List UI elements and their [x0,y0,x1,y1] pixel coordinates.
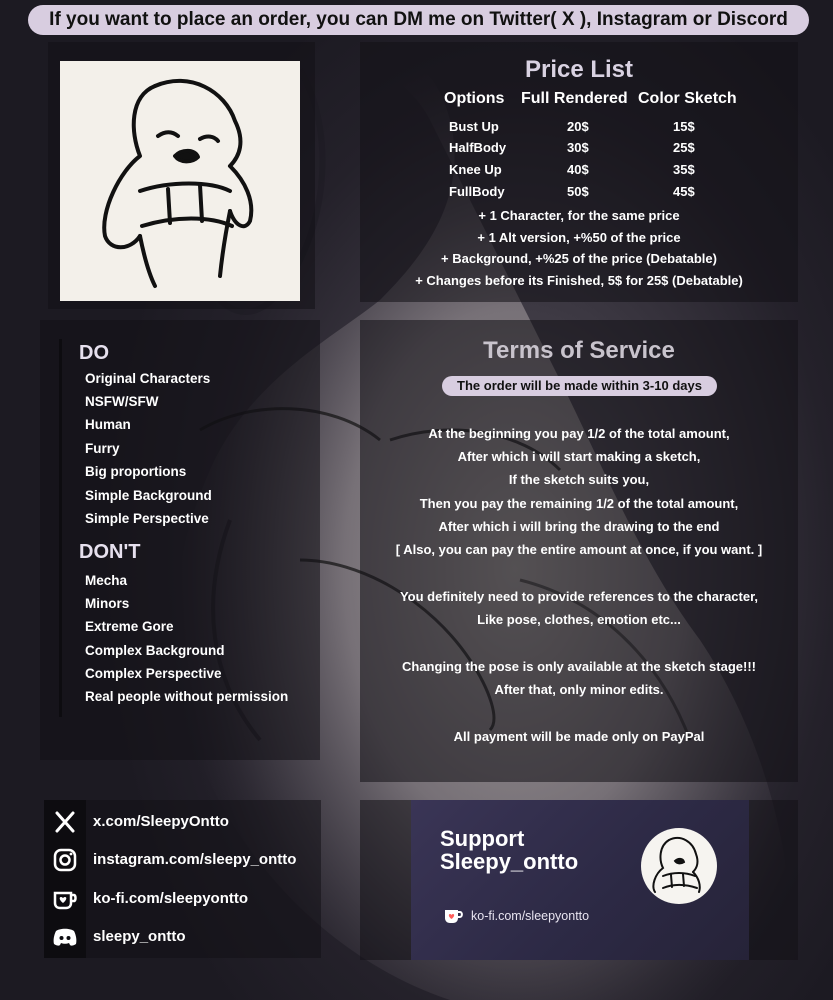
dont-item: Mecha [85,573,128,588]
discord-handle[interactable]: sleepy_ontto [93,928,186,945]
order-contact-banner: If you want to place an order, you can DM me on Twitter( X ), Instagram or Discord [28,5,809,35]
x-link[interactable]: x.com/SleepyOntto [93,813,229,830]
instagram-link[interactable]: instagram.com/sleepy_ontto [93,851,297,868]
price-row-option: FullBody [449,184,505,199]
terms-line: After which i will start making a sketch, [457,449,701,464]
price-row-color: 25$ [673,140,695,155]
kofi-link[interactable]: ko-fi.com/sleepyontto [93,890,249,907]
price-row-full: 30$ [567,140,589,155]
do-item: Human [85,417,131,432]
price-row-color: 45$ [673,184,695,199]
terms-line: Then you pay the remaining 1/2 of the total amount, [419,496,739,511]
do-item: NSFW/SFW [85,394,159,409]
price-row-full: 20$ [567,119,589,134]
dont-item: Complex Background [85,643,225,658]
terms-line: At the beginning you pay 1/2 of the total amount, [428,426,730,441]
price-list-title: Price List [524,56,634,83]
dont-title: DON'T [79,541,141,563]
list-divider-line [59,339,62,717]
do-item: Big proportions [85,464,187,479]
support-title-line1: Support [440,826,525,851]
terms-line: Like pose, clothes, emotion etc... [477,612,681,627]
dont-item: Minors [85,596,130,611]
support-kofi-link[interactable]: ko-fi.com/sleepyontto [471,909,590,923]
x-icon [50,807,80,837]
price-row-option: Knee Up [449,162,502,177]
instagram-icon [50,845,80,875]
kofi-icon [50,884,80,914]
full-rendered-header: Full Rendered [521,90,628,107]
dont-item: Complex Perspective [85,666,222,681]
avatar [641,828,717,904]
price-note: + 1 Character, for the same price [478,208,680,223]
price-note: + 1 Alt version, +%50 of the price [477,230,681,245]
bunny-sketch-icon [60,61,300,301]
do-item: Simple Background [85,488,212,503]
bunny-avatar-icon [641,828,717,904]
dont-item: Real people without permission [85,689,289,704]
do-item: Furry [85,441,120,456]
price-row-option: Bust Up [449,119,499,134]
terms-line: After that, only minor edits. [494,682,664,697]
kofi-support-card[interactable] [411,800,749,960]
price-row-color: 35$ [673,162,695,177]
options-header: Options [444,90,505,107]
price-note: + Changes before its Finished, 5$ for 25$ (Debatable) [415,273,743,288]
artist-sketch-image [60,61,300,301]
color-sketch-header: Color Sketch [638,90,737,107]
terms-line: You definitely need to provide references to the character, [399,589,759,604]
kofi-cup-icon [443,907,465,925]
delivery-time-badge: The order will be made within 3-10 days [442,376,717,396]
terms-line: After which i will bring the drawing to the end [438,519,720,534]
price-row-color: 15$ [673,119,695,134]
support-title-line2: Sleepy_ontto [440,849,579,874]
support-title [440,827,578,873]
price-row-full: 50$ [567,184,589,199]
do-item: Simple Perspective [85,511,209,526]
terms-title: Terms of Service [483,337,675,364]
terms-line: Changing the pose is only available at the sketch stage!!! [402,659,756,674]
price-row-option: HalfBody [449,140,507,155]
discord-icon [50,922,80,952]
dont-item: Extreme Gore [85,619,174,634]
terms-line: [ Also, you can pay the entire amount at once, if you want. ] [395,542,763,557]
terms-line: All payment will be made only on PayPal [453,729,705,744]
terms-line: If the sketch suits you, [508,472,650,487]
do-item: Original Characters [85,371,211,386]
do-title: DO [79,342,109,364]
price-row-full: 40$ [567,162,589,177]
price-note: + Background, +%25 of the price (Debatable) [441,251,717,266]
